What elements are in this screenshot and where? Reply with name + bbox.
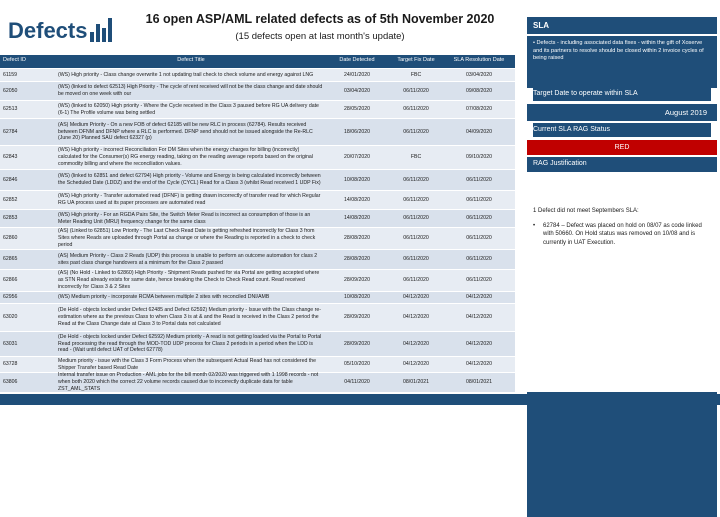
page-subtitle: (15 defects open at last month's update) [235,31,405,42]
table-row [0,101,515,119]
defect-id: 62050 [3,87,18,94]
date-detected: 04/11/2020 [344,379,370,386]
target-fix-date: 06/11/2020 [403,128,429,135]
sla-resolution-date: 06/11/2020 [466,277,492,284]
defect-id: 62853 [3,215,18,222]
sla-resolution-date: 06/11/2020 [466,215,492,222]
defect-id: 62846 [3,176,18,183]
date-detected: 14/08/2020 [344,215,370,222]
date-detected: 18/06/2020 [344,128,370,135]
target-fix-date: FBC [410,71,422,78]
sla-heading: SLA [527,17,717,34]
sla-description: • Defects - including associated data fixes - within the gift of Xoserve and its partners to resolve should be closed within 2 invoice cycles of being raised [527,36,717,88]
defect-id: 62860 [3,235,18,242]
sla-resolution-date: 06/11/2020 [466,235,492,242]
table-row [0,292,515,304]
defect-title: (WS) (linked to 62851 and defect 62794) High priority - Volume and Energy is being calculated incorrectly between the Scheduled Date (LDDZ) and the end of the Cycle (CYCL) Read for a Class 3 (whilst Read received 1 UDP Fix) [58,173,321,186]
sla-resolution-date: 06/11/2020 [466,256,492,263]
target-fix-date: 06/11/2020 [403,256,429,263]
target-fix-date: 06/11/2020 [403,196,429,203]
defect-id: 63806 [3,379,18,386]
defect-title: (AS) (Linked to 62851) Low Priority - The Last Check Read Date is getting refreshed incorrectly for Class 3 from Sites where Reads are uploaded through Portal as change or where the Reading is reported in a check to check period [58,228,316,248]
table-row [0,373,515,393]
target-fix-date: 04/12/2020 [403,314,429,321]
target-fix-date: 08/01/2021 [403,379,429,386]
footer-bar [0,394,720,405]
defect-id: 62843 [3,154,18,161]
sla-resolution-date: 04/12/2020 [466,340,492,347]
col-header-date: Date Detected [339,57,375,63]
sla-resolution-date: 08/01/2021 [466,379,492,386]
defect-id: 63031 [3,340,18,347]
date-detected: 10/08/2020 [344,294,370,301]
defect-title: Internal transfer issue on Production - AML jobs for the bill month 02/2020 was triggered with 1 1998 records - not when both 2020 which the correct 22 volume records caused due to incorrectly duplicate data for table ZST_AML_STATS [58,372,319,392]
defect-title: (AS) Medium Priority - Class 2 Reads (UDP) this process is unable to perform an outcome automation for class 2 sites past class change handovers at a minimum for the Class 2 passed [58,252,318,266]
sla-resolution-date: 09/10/2020 [466,154,492,161]
date-detected: 28/08/2020 [344,235,370,242]
target-fix-date: 06/11/2020 [403,87,429,94]
sla-resolution-date: 06/11/2020 [466,176,492,183]
defect-id: 63020 [3,314,18,321]
table-row [0,357,515,373]
date-detected: 10/08/2020 [344,176,370,183]
table-row [0,270,515,292]
table-row [0,250,515,270]
table-row [0,119,515,146]
table-row [0,146,515,170]
defect-title: (WS) High priority - incorrect Reconciliation For DM Sites when the energy charges for billing (incorrectly) calculated for the Consumer(s) RG energy reading, taking on the reading average reports based on the original commodity billing and where the reconciliation values. [58,147,313,167]
justification-bullet-text: 62784 – Defect was placed on hold on 08/07 as code linked with 50660. On Hold status was removed on 10/08 and is currently in UAT Execution. [543,222,702,247]
defect-title: (WS) High priority - For an RGDA Pairs Site, the Switch Meter Read is incorrect as consumption of those is an Meter Reading Unit (MRU) frequency change for the same class [58,211,311,225]
date-detected: 28/05/2020 [344,106,370,113]
defect-id: 62956 [3,294,18,301]
target-fix-date: 06/11/2020 [403,176,429,183]
defect-id: 61159 [3,71,18,78]
date-detected: 28/08/2020 [344,256,370,263]
table-row [0,191,515,210]
date-detected: 28/09/2020 [344,340,370,347]
defect-title: (WS) Medium priority - incorporate RCMA between multiple 2 sites with reconciled DNI/AMB [58,294,270,301]
defect-title: (WS) High priority - Transfer automated read (DFNF) is getting drawn incorrectly of transfer read for which Regular RG UA process used at its paper processes are automated read [58,193,321,206]
sla-resolution-date: 06/11/2020 [466,196,492,203]
sla-resolution-date: 09/08/2020 [466,87,492,94]
col-header-sla: SLA Resolution Date [453,57,505,63]
defect-title: (De Hold - objects locked under Defect 62485 and Defect 62592) Medium priority - Issue with the Class change re-estimation where as the previous Class to when Class 3 is at & and the Read is received in the Class 2 period the Read at the Class Change date at Class 3 to Portal data not calculated [58,307,321,327]
table-header [0,55,515,68]
date-detected: 28/09/2020 [344,277,370,284]
col-header-id: Defect ID [3,57,26,63]
defect-id: 62865 [3,256,18,263]
table-row [0,210,515,228]
bar-chart-icon [90,16,112,42]
date-detected: 05/10/2020 [344,361,370,368]
defect-id: 62513 [3,106,18,113]
table-row [0,82,515,101]
date-detected: 20/07/2020 [344,154,370,161]
date-detected: 28/09/2020 [344,314,370,321]
table-row [0,332,515,357]
bullet-icon: • [533,222,536,229]
defect-id: 62852 [3,196,18,203]
date-detected: 24/01/2020 [344,71,370,78]
date-detected: 14/08/2020 [344,196,370,203]
table-row [0,170,515,191]
target-fix-date: 06/11/2020 [403,106,429,113]
sla-resolution-date: 04/12/2020 [466,361,492,368]
col-header-target: Target Fix Date [397,57,435,63]
target-fix-date: 04/12/2020 [403,361,429,368]
target-fix-date: 06/11/2020 [403,215,429,222]
defect-id: 62784 [3,128,18,135]
sla-resolution-date: 04/12/2020 [466,314,492,321]
defect-title: (AS) (No Hold - Linked to 62860) High Priority - Shipment Reads pushed for via Portal are getting accepted where as STN Read already exists for same date, hence breaking the Check to Check Read count. Read received incorrectly for Class 3 & 2 Sites [58,270,320,290]
target-fix-date: 06/11/2020 [403,277,429,284]
defect-title: (De Hold - objects locked under Defect 62592) Medium priority - A read is not getting loaded via the Portal to Portal Read processing the read through the MOD-TOD UDP process for Class 2 periods in a period when the LDD is read - (Wait until defect UAT of Defect 62778) [58,333,322,354]
rag-justification-body [527,172,717,392]
target-fix-date: 04/12/2020 [403,294,429,301]
date-detected: 03/04/2020 [344,87,370,94]
target-fix-date: 04/12/2020 [403,340,429,347]
col-header-title: Defect Title [177,57,205,63]
justification-bullet [533,222,711,248]
sla-resolution-date: 04/09/2020 [466,128,492,135]
defects-table [0,55,515,392]
table-row [0,228,515,250]
defect-title: (AS) Medium Priority - On a new FOB of defect 62185 will be new RLC in process (62784). Results received between DFNM and DFNP where a RLC is performed. DFNP send should not be issued alongside the Re-RLC (June 20) Planned SAU defect 62327 (p) [58,121,313,142]
defect-id: 63728 [3,361,18,368]
defect-title: (WS) High priority - Class change overwrite 1 not updating trail check to check volume and energy against LNG [58,71,314,78]
defect-title: (WS) (linked to 62050) High priority - Where the Cycle received in the Class 3 paused before RG UA delivery date (6-1) The Profile volume was being settled [58,102,319,116]
defect-id: 62866 [3,277,18,284]
defect-title: (WS) (linked to defect 62513) High Priority - The cycle of rent received will not be the class change and date should be moved on one week with our [58,84,323,97]
table-row [0,304,515,332]
page-title: 16 open ASP/AML related defects as of 5th November 2020 [145,12,495,26]
rag-status-label: Current SLA RAG Status [533,123,711,137]
rag-justification-label: RAG Justification [533,160,587,167]
table-row [0,69,515,82]
defect-title: Medium priority - issue with the Class 3 Form Process when the subsequent Actual Read has not considered the Shipper Transfer based Read Date [58,357,317,371]
rag-status-badge: RED [527,140,717,155]
target-fix-date: 06/11/2020 [403,235,429,242]
sla-target-label: Target Date to operate within SLA [533,87,711,101]
sla-resolution-date: 04/12/2020 [466,294,492,301]
sla-resolution-date: 07/08/2020 [466,106,492,113]
target-fix-date: FBC [410,154,422,161]
sla-target-date: August 2019 [527,104,717,121]
brand-title: Defects [8,18,88,43]
justification-lead: 1 Defect did not meet Septembers SLA: [533,208,639,214]
sla-resolution-date: 03/04/2020 [466,71,492,78]
